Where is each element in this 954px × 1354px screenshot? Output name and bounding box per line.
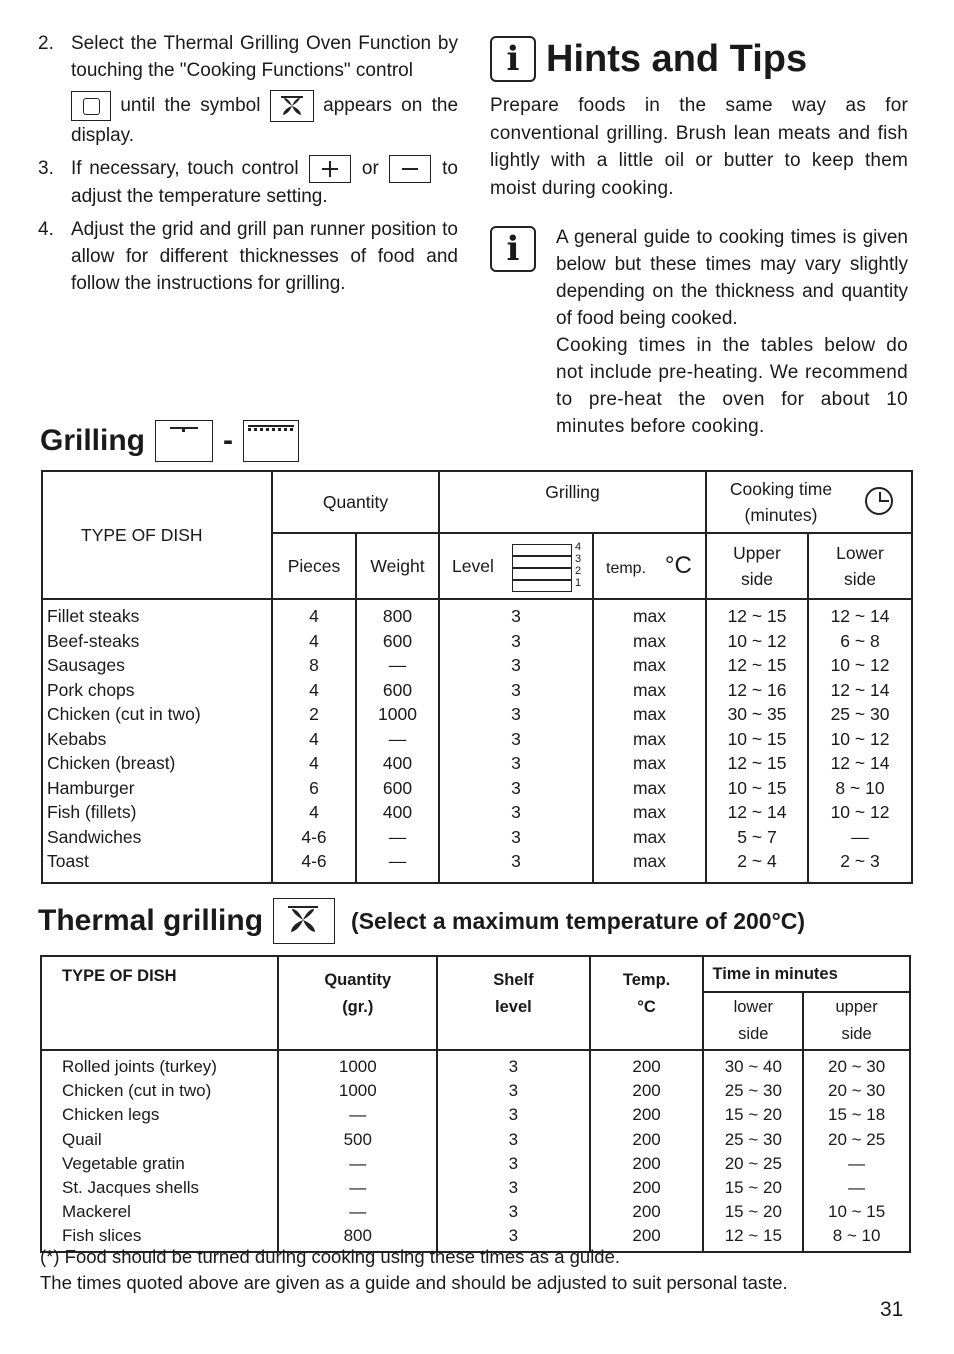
- header-lower-side: Lower side: [808, 533, 912, 599]
- header-type-of-dish: TYPE OF DISH: [42, 471, 272, 599]
- step-3: [38, 155, 458, 210]
- grilling-heading: [40, 420, 299, 462]
- dash: -: [223, 424, 233, 457]
- column-temp: max max max max max max max max max max max: [593, 599, 706, 883]
- header-temp: [593, 533, 706, 599]
- turning-note: (*) Food should be turned during cooking using these times as a guide.: [40, 1246, 621, 1267]
- thermal-grilling-heading: [38, 898, 805, 944]
- header-lower-side: lower side: [703, 992, 803, 1050]
- footnotes: [40, 1244, 860, 1296]
- column-dish: Fillet steaks Beef-steaks Sausages Pork chops Chicken (cut in two) Kebabs Chicken (breast) Hamburger Fish (fillets) Sandwiches Toast: [42, 599, 272, 883]
- header-weight: Weight: [356, 533, 439, 599]
- thermal-grill-icon: [273, 898, 335, 944]
- header-shelf-level: Shelf level: [437, 956, 590, 1050]
- full-grill-icon: [243, 420, 299, 462]
- step-2: [38, 30, 458, 149]
- cooking-functions-icon: [71, 91, 111, 121]
- column-pieces: 4 4 8 4 2 4 4 6 4 4-6 4-6: [272, 599, 356, 883]
- step-text: If necessary, touch control: [71, 158, 299, 180]
- hints-note: [556, 224, 908, 440]
- section-subtitle: (Select a maximum temperature of 200°C): [351, 907, 806, 934]
- column-temp: 200 200 200 200 200 200 200 200: [590, 1050, 704, 1252]
- hints-heading: [490, 36, 807, 82]
- column-lower-side: 12 ~ 14 6 ~ 8 10 ~ 12 12 ~ 14 25 ~ 30 10 ~ 12 12 ~ 14 8 ~ 10 10 ~ 12 — 2 ~ 3: [808, 599, 912, 883]
- step-number: 2.: [38, 33, 54, 54]
- top-grill-icon: [155, 420, 213, 462]
- level-label: Level: [452, 555, 494, 576]
- info-icon: i: [490, 226, 536, 272]
- header-upper-side: Upper side: [706, 533, 808, 599]
- header-temp: Temp. °C: [590, 956, 704, 1050]
- shelf-level-numbers: [575, 541, 581, 589]
- header-upper-side: upper side: [803, 992, 910, 1050]
- instruction-steps: [38, 30, 458, 303]
- plus-icon: [309, 155, 351, 183]
- shelf-levels-icon: [512, 544, 572, 592]
- header-quantity: Quantity (gr.): [278, 956, 437, 1050]
- minus-icon: [389, 155, 431, 183]
- header-pieces: Pieces: [272, 533, 356, 599]
- header-quantity: Quantity: [272, 471, 439, 533]
- hints-paragraph: Prepare foods in the same way as for conventional grilling. Brush lean meats and fish lightly with a little oil or butter to keep them moist during cooking.: [490, 95, 908, 199]
- header-time-in-minutes: Time in minutes: [703, 956, 910, 992]
- grilling-table: [41, 470, 913, 884]
- cooking-time-label: Cooking time (minutes): [729, 479, 833, 525]
- step-text: Adjust the grid and grill pan runner position to allow for different thicknesses of food and follow the instructions for grilling.: [71, 219, 458, 294]
- step-number: 3.: [38, 158, 54, 179]
- step-text: or: [361, 158, 379, 180]
- shelf-level-number: 4: [575, 541, 582, 553]
- section-title: Grilling: [40, 424, 145, 457]
- column-weight: 800 600 — 600 1000 — 400 600 400 — —: [356, 599, 439, 883]
- shelf-level-number: 1: [575, 577, 582, 589]
- header-grilling: Grilling: [439, 471, 706, 533]
- hints-note-text: Cooking times in the tables below do not include pre-heating. We recommend to pre-heat the oven for about 10 minutes before cooking.: [556, 335, 908, 437]
- hints-title: Hints and Tips: [546, 37, 808, 80]
- hints-note-text: A general guide to cooking times is given below but these times may vary slightly depending on the thickness and quantity of food being cooked.: [556, 227, 908, 329]
- clock-icon: [865, 487, 893, 515]
- temp-label: temp.: [606, 560, 647, 577]
- column-quantity: 1000 1000 — 500 — — — 800: [278, 1050, 437, 1252]
- header-cooking-time: [706, 471, 912, 533]
- column-upper-side: 20 ~ 30 20 ~ 30 15 ~ 18 20 ~ 25 — — 10 ~ 15 8 ~ 10: [803, 1050, 910, 1252]
- thermal-grilling-table: [40, 955, 911, 1253]
- step-text: Select the Thermal Grilling Oven Function by touching the "Cooking Functions" control: [71, 33, 458, 81]
- column-upper-side: 12 ~ 15 10 ~ 12 12 ~ 15 12 ~ 16 30 ~ 35 10 ~ 15 12 ~ 15 10 ~ 15 12 ~ 14 5 ~ 7 2 ~ 4: [706, 599, 808, 883]
- page-number: 31: [880, 1298, 904, 1321]
- column-dish: Rolled joints (turkey) Chicken (cut in two) Chicken legs Quail Vegetable gratin St. Jacques shells Mackerel Fish slices: [41, 1050, 278, 1252]
- column-shelf-level: 3 3 3 3 3 3 3 3: [437, 1050, 590, 1252]
- column-lower-side: 30 ~ 40 25 ~ 30 15 ~ 20 25 ~ 30 20 ~ 25 15 ~ 20 15 ~ 20 12 ~ 15: [703, 1050, 803, 1252]
- step-text: to adjust the temperature setting.: [71, 158, 458, 207]
- shelf-level-number: 2: [575, 565, 582, 577]
- shelf-level-number: 3: [575, 553, 582, 565]
- step-4: [38, 216, 458, 297]
- step-number: 4.: [38, 219, 54, 240]
- degree-celsius: °C: [664, 552, 692, 579]
- header-level: [439, 533, 593, 599]
- step-text: until the symbol: [120, 95, 261, 117]
- header-type-of-dish: TYPE OF DISH: [41, 956, 278, 1050]
- step-text: appears on the display.: [71, 95, 459, 146]
- column-level: 3 3 3 3 3 3 3 3 3 3 3: [439, 599, 593, 883]
- section-title: Thermal grilling: [38, 904, 264, 937]
- guide-note: The times quoted above are given as a guide and should be adjusted to suit personal taste.: [40, 1272, 788, 1293]
- thermal-grill-symbol-icon: [270, 90, 314, 122]
- info-icon: i: [490, 36, 536, 82]
